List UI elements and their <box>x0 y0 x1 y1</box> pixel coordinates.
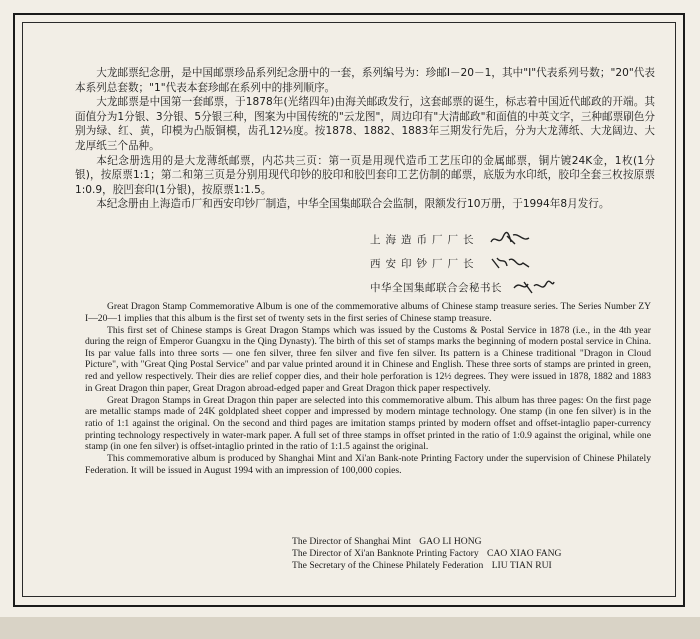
signature-row <box>370 227 650 251</box>
chinese-paragraph: 大龙邮票是中国第一套邮票，于1878年(光绪四年)由海关邮政发行，这套邮票的诞生，标志着中国近代邮政的开端。其面值分为1分银、3分银、5分银三种，图案为中国传统的"云龙图"，周边印有"大清邮政"和面值的中英文字，三种邮票刷色分别为绿、红、黄，印模为凸版铜模，齿孔12½度。按1878、1882、1883年三期发行先后，分为大龙薄纸、大龙阔边、大龙厚纸三个品种。 <box>75 96 655 152</box>
signature-line <box>292 548 562 560</box>
english-paragraph: This first set of Chinese stamps is Great Dragon Stamps which was issued by the Customs & Postal Service in 1878 (i.e., in the 4th year during the reign of Emperor Guangxu in the Qing Dynasty). The birth of this set of stamps marks the beginning of modern postal service in China. Its par value falls into three sorts — one fen silver, three fen silver and five fen silver. Its pattern is a Chinese traditional "Dragon in Cloud Picture", with "Great Qing Postal Service" and par value printed around it in Chinese and English. These three sorts of stamps are printed in green, red and yellow respectively. Their dies are relief copper dies, and their hole perforation is 12½ degrees. They were issued in 1878, 1882 and 1883 in Great Dragon thin paper, Great Dragon abroad-edged paper and Great Dragon thick paper respectively. <box>85 324 651 394</box>
signatory-title: The Secretary of the Chinese Philately Federation <box>292 559 484 571</box>
english-paragraph: Great Dragon Stamps in Great Dragon thin paper are selected into this commemorative album. This album has three pages: On the first page are metallic stamps made of 24K goldplated sheet copper and impressed by modern mintage technology. One stamp (in one fen silver) is in the ratio of 1:1 against the original. On the second and third pages are imitation stamps printed by modern offset and offset-intaglio paper-currency printing technology respectively in water-mark paper. A full set of three stamps in offset printed in the ratio of 1:0.9 against the original, while one stamp (in one fen silver) is offset-intaglio printed in the ratio of 1:1.5 against the original. <box>85 394 651 453</box>
signatory-name: LIU TIAN RUI <box>491 559 552 571</box>
chinese-paragraph: 大龙邮票纪念册，是中国邮票珍品系列纪念册中的一套，系列编号为：珍邮I－20－1，其中"I"代表系列号数；"20"代表本系列总套数；"1"代表本套珍邮在系列中的排列顺序。 <box>75 67 655 94</box>
signatory-title: The Director of Shanghai Mint <box>292 536 411 547</box>
page-bottom-edge <box>0 617 700 639</box>
signatory-name: GAO LI HONG <box>419 536 482 547</box>
chinese-paragraph: 本纪念册由上海造币厂和西安印钞厂制造，中华全国集邮联合会监制，限额发行10万册，于1994年8月发行。 <box>96 198 610 211</box>
english-signature-block <box>292 536 562 571</box>
chinese-text-block <box>75 66 655 212</box>
signatory-title: 西安印钞厂厂长 <box>370 257 479 270</box>
handwritten-signature <box>512 278 556 296</box>
handwritten-signature <box>489 254 533 272</box>
english-paragraph: This commemorative album is produced by Shanghai Mint and Xi'an Bank-note Printing Factory under the supervision of Chinese Philately Federation. It will be issued in August 1994 with an impression of 100,000 copies. <box>85 453 651 476</box>
signatory-title: 中华全国集邮联合会秘书长 <box>370 281 502 294</box>
signatory-title: The Director of Xi'an Banknote Printing Factory <box>292 547 479 559</box>
english-paragraph: Great Dragon Stamp Commemorative Album is one of the commemorative albums of Chinese stamp treasure series. The Series Number ZY I—20—1 implies that this album is the first set of twenty sets in the first series of Chinese stamp treasure. <box>85 301 651 324</box>
signature-row <box>370 275 650 299</box>
signature-row <box>370 251 650 275</box>
chinese-paragraph: 本纪念册选用的是大龙薄纸邮票，内芯共三页：第一页是用现代造币工艺压印的金属邮票，铜片镀24K金，1枚(1分银)，按原票1:1；第二和第三页是分别用现代印钞的胶印和胶凹套印工艺仿制的邮票，底版为水印纸，胶印全套三枚按原票1:0.9，胶凹套印(1分银)，按原票1:1.5。 <box>75 154 655 196</box>
signatory-title: 上海造币厂厂长 <box>370 233 479 246</box>
signature-line <box>292 560 562 572</box>
chinese-signature-block <box>370 227 650 299</box>
signatory-name: CAO XIAO FANG <box>487 547 562 559</box>
signature-line <box>292 536 562 548</box>
english-text-block <box>85 301 651 477</box>
handwritten-signature <box>489 230 533 248</box>
